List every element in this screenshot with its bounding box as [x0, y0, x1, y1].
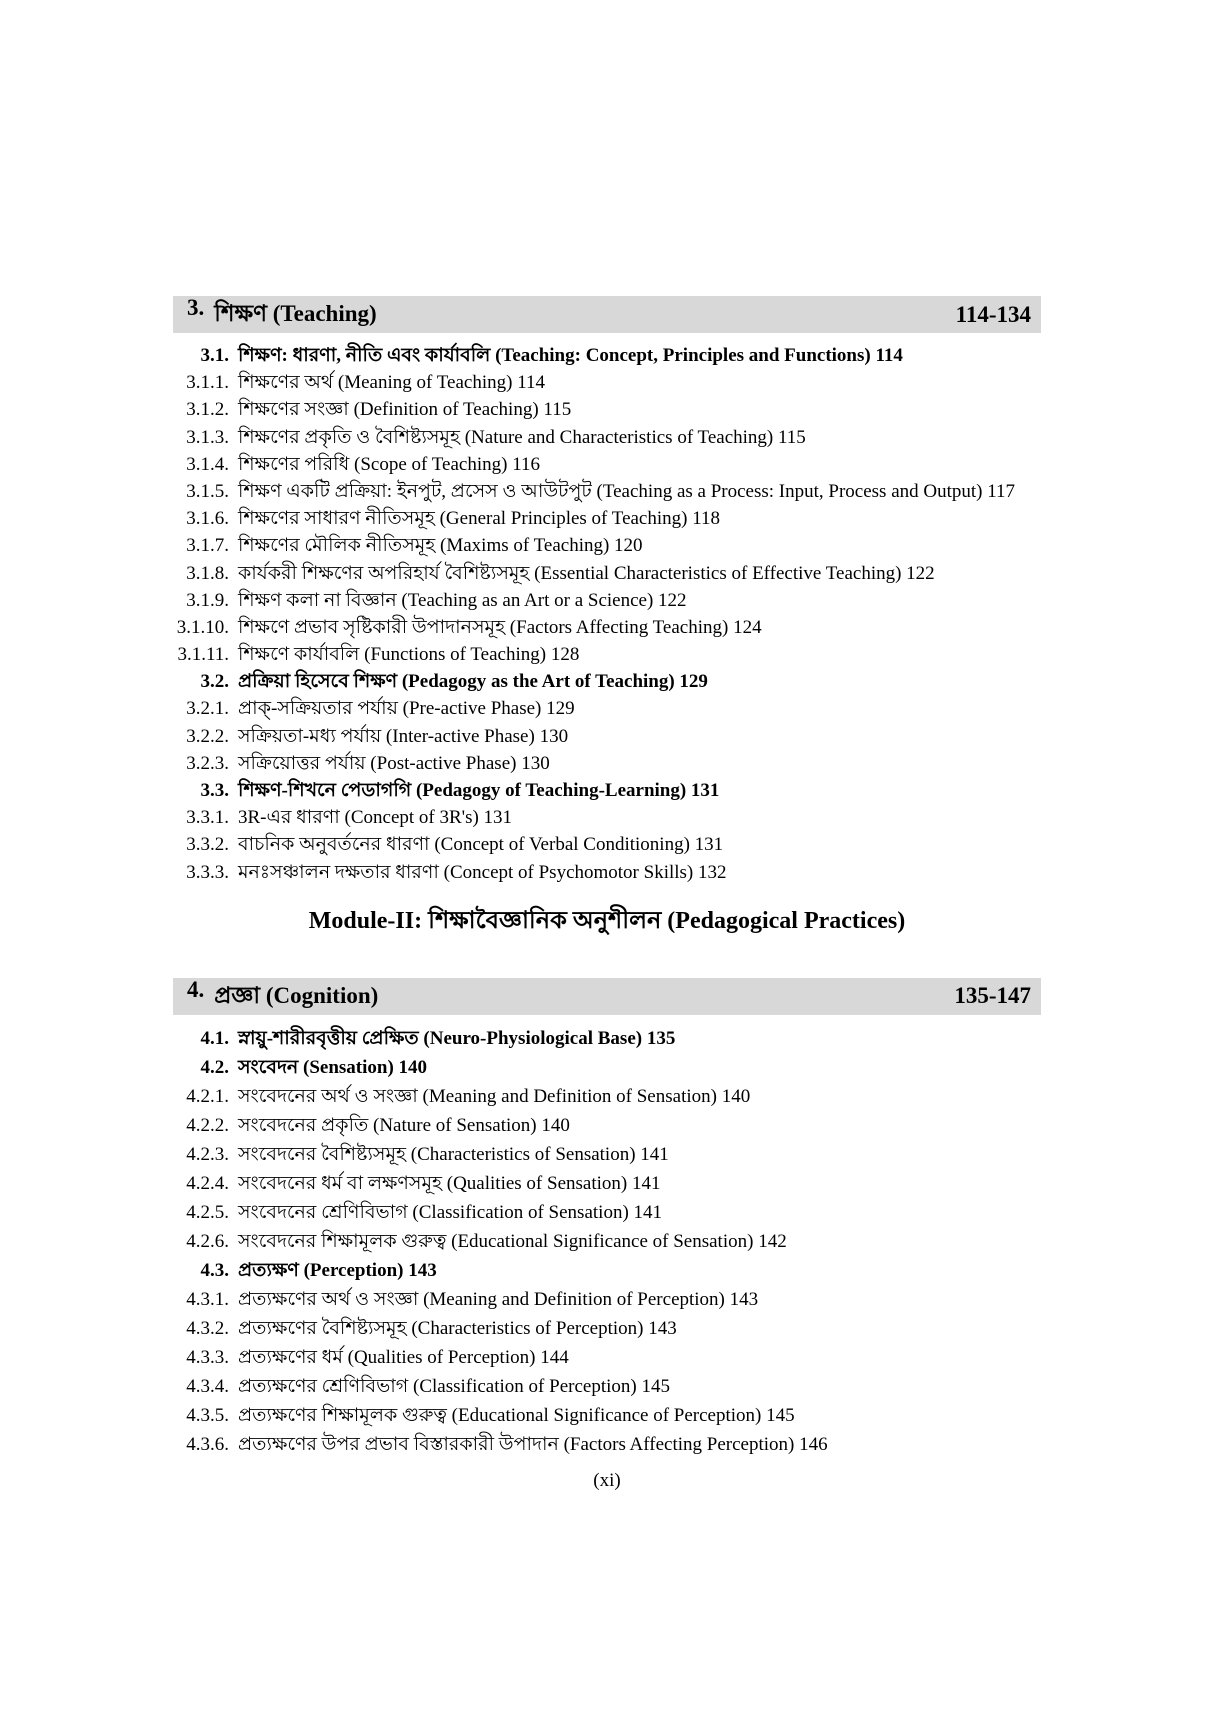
toc-entry — [173, 1198, 1041, 1227]
toc-entry-number: 4.2.1. — [186, 1085, 229, 1107]
toc-entry — [173, 587, 1041, 614]
section-3-header-bar — [173, 296, 1041, 333]
toc-entry-text: শিক্ষণে কার্যাবলি (Functions of Teaching) 128 — [238, 644, 580, 666]
toc-entry-number: 4.2.3. — [186, 1143, 229, 1165]
toc-entry-text: বাচনিক অনুবর্তনের ধারণা (Concept of Verbal Conditioning) 131 — [238, 834, 724, 856]
toc-entry — [173, 424, 1041, 451]
toc-entry-text: প্রত্যক্ষণের অর্থ ও সংজ্ঞা (Meaning and Definition of Perception) 143 — [238, 1288, 759, 1310]
toc-entry-number: 3.3.3. — [186, 861, 229, 883]
toc-entry — [173, 641, 1041, 668]
toc-entry-text: প্রাক্-সক্রিয়তার পর্যায় (Pre-active Phase) 129 — [238, 698, 575, 720]
toc-entry-text: শিক্ষণের সংজ্ঞা (Definition of Teaching) 115 — [238, 399, 572, 421]
toc-entry-number: 3.3.2. — [186, 834, 229, 856]
toc-entry-number: 3.3.1. — [186, 807, 229, 829]
toc-entry-number: 4.3.4. — [186, 1375, 229, 1397]
toc-entry-text: সক্রিয়োত্তর পর্যায় (Post-active Phase) 130 — [238, 752, 550, 774]
toc-entry-text: প্রত্যক্ষণের উপর প্রভাব বিস্তারকারী উপাদান (Factors Affecting Perception) 146 — [238, 1433, 828, 1455]
toc-entry — [173, 804, 1041, 831]
toc-entry — [173, 342, 1041, 369]
toc-entry — [173, 1140, 1041, 1169]
toc-entry-text: মনঃসঞ্চালন দক্ষতার ধারণা (Concept of Psychomotor Skills) 132 — [238, 861, 727, 883]
toc-entry-text: সংবেদনের শিক্ষামূলক গুরুত্ব (Educational Significance of Sensation) 142 — [238, 1230, 787, 1252]
toc-entry-number: 3.2.2. — [186, 725, 229, 747]
toc-entry-number: 3.1.10. — [176, 616, 229, 638]
toc-entry-number: 4.3.6. — [186, 1433, 229, 1455]
toc-entry-text: সংবেদন (Sensation) 140 — [238, 1056, 428, 1078]
toc-entry-text: শিক্ষণের পরিধি (Scope of Teaching) 116 — [238, 453, 540, 475]
toc-entry-text: সংবেদনের অর্থ ও সংজ্ঞা (Meaning and Definition of Sensation) 140 — [238, 1085, 751, 1107]
toc-entry-text: 3R-এর ধারণা (Concept of 3R's) 131 — [238, 807, 513, 829]
toc-entry — [173, 750, 1041, 777]
toc-entry — [173, 1053, 1041, 1082]
toc-entry-number: 3.1.8. — [186, 562, 229, 584]
toc-entry-number: 3.1.11. — [177, 644, 229, 666]
section-3-page-range: 114-134 — [955, 301, 1031, 327]
toc-entry-text: শিক্ষণ-শিখনে পেডাগগি (Pedagogy of Teaching-Learning) 131 — [238, 780, 720, 801]
toc-entry — [173, 1227, 1041, 1256]
section-3-title — [187, 295, 377, 334]
toc-entry — [173, 560, 1041, 587]
toc-entry — [173, 478, 1041, 505]
toc-entry-number: 4.3.1. — [186, 1288, 229, 1310]
toc-entry — [173, 695, 1041, 722]
toc-entry-number: 3.1.5. — [186, 480, 229, 502]
toc-entry-number: 3.2.3. — [186, 752, 229, 774]
toc-entry-text: প্রক্রিয়া হিসেবে শিক্ষণ (Pedagogy as the Art of Teaching) 129 — [238, 671, 708, 693]
toc-entry-text: শিক্ষণ একটি প্রক্রিয়া: ইনপুট, প্রসেস ও আউটপুট (Teaching as a Process: Input, Process and Output) 117 — [238, 480, 1016, 502]
toc-entry-text: প্রত্যক্ষণ (Perception) 143 — [238, 1259, 437, 1281]
section-4-page-range: 135-147 — [954, 983, 1031, 1009]
toc-entry-text: প্রত্যক্ষণের শ্রেণিবিভাগ (Classification of Perception) 145 — [238, 1375, 670, 1397]
section-4-title-text: প্রজ্ঞা (Cognition) — [214, 982, 379, 1008]
toc-entry — [173, 777, 1041, 804]
toc-entry — [173, 1401, 1041, 1430]
toc-entry — [173, 1314, 1041, 1343]
toc-entry-number: 3.1.2. — [186, 399, 229, 421]
toc-entry-text: শিক্ষণের অর্থ (Meaning of Teaching) 114 — [238, 372, 545, 394]
toc-entry-text: শিক্ষণের সাধারণ নীতিসমূহ (General Principles of Teaching) 118 — [238, 508, 721, 530]
toc-entry-number: 3.1.6. — [186, 508, 229, 530]
toc-entry-number: 4.3. — [200, 1259, 229, 1281]
toc-entry-text: শিক্ষণ: ধারণা, নীতি এবং কার্যাবলি (Teaching: Concept, Principles and Functions) 114 — [238, 345, 903, 366]
toc-entry-text: সংবেদনের শ্রেণিবিভাগ (Classification of Sensation) 141 — [238, 1201, 663, 1223]
toc-entry-number: 3.2. — [200, 671, 229, 693]
section-4-entry-list — [173, 1015, 1041, 1461]
toc-entry-text: শিক্ষণে প্রভাব সৃষ্টিকারী উপাদানসমূহ (Factors Affecting Teaching) 124 — [238, 616, 762, 638]
toc-entry-number: 3.1.4. — [186, 453, 229, 475]
toc-entry-text: শিক্ষণের প্রকৃতি ও বৈশিষ্ট্যসমূহ (Nature and Characteristics of Teaching) 115 — [238, 426, 806, 448]
toc-content — [173, 296, 1041, 1461]
toc-entry-number: 4.1. — [200, 1027, 229, 1049]
toc-entry — [173, 1256, 1041, 1285]
toc-entry-text: প্রত্যক্ষণের ধর্ম (Qualities of Perception) 144 — [238, 1346, 569, 1368]
toc-entry — [173, 859, 1041, 886]
module-2-heading: Module-II: শিক্ষাবৈজ্ঞানিক অনুশীলন (Pedagogical Practices) — [308, 907, 906, 934]
toc-entry — [173, 451, 1041, 478]
toc-entry-text: শিক্ষণের মৌলিক নীতিসমূহ (Maxims of Teaching) 120 — [238, 535, 643, 557]
toc-entry-number: 4.3.2. — [186, 1317, 229, 1339]
toc-entry-number: 3.1.7. — [186, 535, 229, 557]
toc-entry-text: সংবেদনের প্রকৃতি (Nature of Sensation) 140 — [238, 1114, 570, 1136]
toc-entry-text: সংবেদনের বৈশিষ্ট্যসমূহ (Characteristics of Sensation) 141 — [238, 1143, 669, 1165]
toc-entry-text: কার্যকরী শিক্ষণের অপরিহার্য বৈশিষ্ট্যসমূহ (Essential Characteristics of Effective Teaching) 122 — [238, 562, 935, 584]
toc-entry-number: 3.1.9. — [186, 589, 229, 611]
toc-entry-number: 4.3.3. — [186, 1346, 229, 1368]
toc-entry — [173, 1169, 1041, 1198]
toc-entry-text: শিক্ষণ কলা না বিজ্ঞান (Teaching as an Art or a Science) 122 — [238, 589, 687, 611]
toc-entry-text: সক্রিয়তা-মধ্য পর্যায় (Inter-active Phase) 130 — [238, 725, 569, 747]
toc-entry — [173, 831, 1041, 858]
section-4-title — [187, 977, 378, 1016]
toc-entry-number: 3.2.1. — [186, 698, 229, 720]
toc-entry — [173, 396, 1041, 423]
toc-entry — [173, 1024, 1041, 1053]
toc-entry — [173, 668, 1041, 695]
toc-entry — [173, 1285, 1041, 1314]
section-3-title-text: শিক্ষণ (Teaching) — [214, 301, 377, 326]
toc-entry-number: 4.2.6. — [186, 1230, 229, 1252]
section-3-number: 3. — [187, 295, 205, 320]
toc-entry — [173, 505, 1041, 532]
section-3-entry-list — [173, 333, 1041, 888]
page-number: (xi) — [593, 1470, 621, 1491]
toc-entry — [173, 1430, 1041, 1459]
toc-entry — [173, 614, 1041, 641]
toc-entry-text: প্রত্যক্ষণের বৈশিষ্ট্যসমূহ (Characteristics of Perception) 143 — [238, 1317, 677, 1339]
toc-entry-number: 3.1. — [200, 345, 229, 366]
toc-entry — [173, 1372, 1041, 1401]
toc-entry-number: 3.3. — [200, 780, 229, 801]
toc-entry-text: সংবেদনের ধর্ম বা লক্ষণসমূহ (Qualities of Sensation) 141 — [238, 1172, 661, 1194]
toc-entry-number: 4.2.5. — [186, 1201, 229, 1223]
toc-entry-number: 4.3.5. — [186, 1404, 229, 1426]
section-4-number: 4. — [187, 976, 205, 1002]
section-4-header-bar — [173, 978, 1041, 1015]
toc-entry — [173, 532, 1041, 559]
toc-entry — [173, 1082, 1041, 1111]
toc-entry-number: 4.2. — [200, 1056, 229, 1078]
toc-entry-text: প্রত্যক্ষণের শিক্ষামূলক গুরুত্ব (Educational Significance of Perception) 145 — [238, 1404, 795, 1426]
toc-entry — [173, 1343, 1041, 1372]
toc-entry — [173, 723, 1041, 750]
toc-entry — [173, 1111, 1041, 1140]
toc-entry-text: স্নায়ু-শারীরবৃত্তীয় প্রেক্ষিত (Neuro-Physiological Base) 135 — [238, 1027, 676, 1049]
toc-entry-number: 3.1.1. — [186, 372, 229, 394]
toc-entry-number: 4.2.2. — [186, 1114, 229, 1136]
toc-entry — [173, 369, 1041, 396]
toc-entry-number: 3.1.3. — [186, 426, 229, 448]
toc-entry-number: 4.2.4. — [186, 1172, 229, 1194]
